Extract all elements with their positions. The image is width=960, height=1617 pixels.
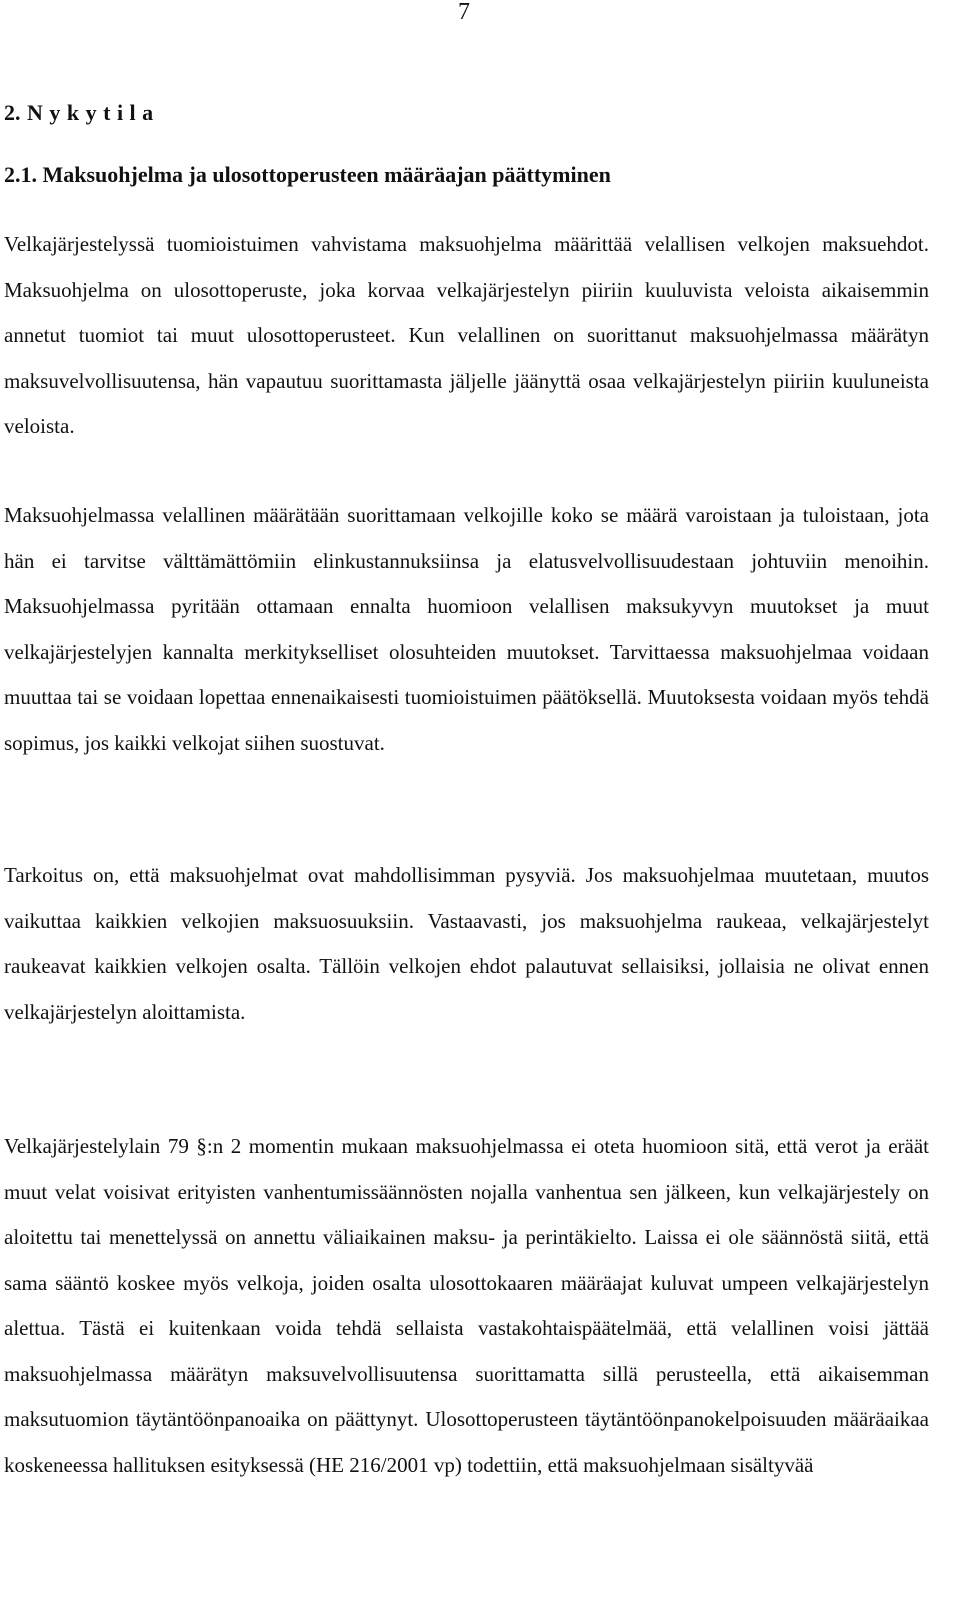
paragraph-2: Maksuohjelmassa velallinen määrätään suorittamaan velkojille koko se määrä varoistaan ja tuloistaan, jota hän ei tarvitse välttämättömiin elinkustannuksiinsa ja elatusvelvollisuudestaan johtuviin menoihin. Maksuohjelmassa pyritään ottamaan ennalta huomioon velallisen maksukyvyn muutokset ja muut velkajärjestelyjen kannalta merkitykselliset olosuhteiden muutokset. Tarvittaessa maksuohjelmaa voidaan muuttaa tai se voidaan lopettaa ennenaikaisesti tuomioistuimen päätöksellä. Muutoksesta voidaan myös tehdä sopimus, jos kaikki velkojat siihen suostuvat. (4, 503, 929, 755)
paragraph-1: Velkajärjestelyssä tuomioistuimen vahvistama maksuohjelma määrittää velallisen velkojen maksuehdot. Maksuohjelma on ulosottoperuste, joka korvaa velkajärjestelyn piiriin kuuluvista veloista aikaisemmin annetut tuomiot tai muut ulosottoperusteet. Kun velallinen on suorittanut maksuohjelmassa määrätyn maksuvelvollisuutensa, hän vapautuu suorittamasta jäljelle jäänyttä osaa velkajärjestelyn piiriin kuuluneista veloista. (4, 232, 929, 438)
page-number: 7 (458, 0, 470, 25)
paragraph-3: Tarkoitus on, että maksuohjelmat ovat mahdollisimman pysyviä. Jos maksuohjelmaa muutetaan, muutos vaikuttaa kaikkien velkojien maksuosuuksiin. Vastaavasti, jos maksuohjelma raukeaa, velkajärjestelyt raukeavat kaikkien velkojen osalta. Tällöin velkojen ehdot palautuvat sellaisiksi, jollaisia ne olivat ennen velkajärjestelyn aloittamista. (4, 863, 929, 1024)
chapter-heading: 2. N y k y t i l a (4, 100, 154, 125)
section-heading: 2.1. Maksuohjelma ja ulosottoperusteen määräajan päättyminen (4, 162, 611, 187)
paragraph-4: Velkajärjestelylain 79 §:n 2 momentin mukaan maksuohjelmassa ei oteta huomioon sitä, että verot ja eräät muut velat voisivat erityisten vanhentumissäännösten nojalla vanhentua sen jälkeen, kun velkajärjestely on aloitettu tai menettelyssä on annettu väliaikainen maksu- ja perintäkielto. Laissa ei ole säännöstä siitä, että sama sääntö koskee myös velkoja, joiden osalta ulosottokaaren määräajat kuluvat umpeen velkajärjestelyn alettua. Tästä ei kuitenkaan voida tehdä sellaista vastakohtaispäätelmää, että velallinen voisi jättää maksuohjelmassa määrätyn maksuvelvollisuutensa suorittamatta sillä perusteella, että aikaisemman maksutuomion täytäntöönpanoaika on päättynyt. Ulosottoperusteen täytäntöönpanokelpoisuuden määräaikaa koskeneessa hallituksen esityksessä (HE 216/2001 vp) todettiin, että maksuohjelmaan sisältyvää (4, 1134, 929, 1477)
